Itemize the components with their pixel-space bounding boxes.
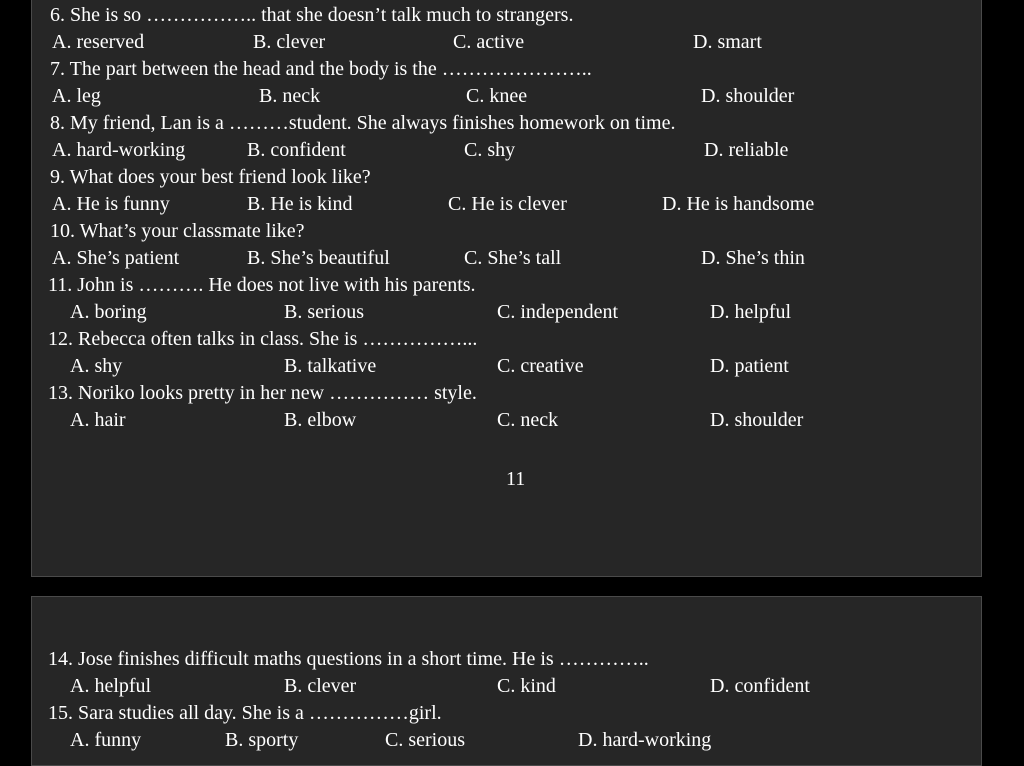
document-page-bottom [31, 596, 982, 766]
question-9-option-b: B. He is kind [247, 193, 353, 215]
question-6-stem: 6. She is so …………….. that she doesn’t talk much to strangers. [50, 4, 574, 26]
question-13-option-d: D. shoulder [710, 409, 804, 431]
question-14-option-a: A. helpful [70, 675, 152, 697]
question-7-option-d: D. shoulder [701, 85, 795, 107]
question-10-stem: 10. What’s your classmate like? [50, 220, 305, 242]
question-15-option-b: B. sporty [225, 729, 299, 751]
question-6-option-b: B. clever [253, 31, 326, 53]
question-11-option-b: B. serious [284, 301, 364, 323]
question-10-option-a: A. She’s patient [52, 247, 180, 269]
question-12-option-d: D. patient [710, 355, 789, 377]
question-7-option-b: B. neck [259, 85, 321, 107]
question-12-option-c: C. creative [497, 355, 584, 377]
question-11-option-d: D. helpful [710, 301, 792, 323]
question-12-option-a: A. shy [70, 355, 123, 377]
question-7-stem: 7. The part between the head and the body is the ………………….. [50, 58, 592, 80]
question-13-option-b: B. elbow [284, 409, 357, 431]
document-page-top [31, 0, 982, 577]
question-9-option-a: A. He is funny [52, 193, 170, 215]
question-6-option-d: D. smart [693, 31, 762, 53]
question-14-option-c: C. kind [497, 675, 556, 697]
question-11-option-a: A. boring [70, 301, 147, 323]
question-8-option-b: B. confident [247, 139, 346, 161]
question-15-stem: 15. Sara studies all day. She is a ……………girl. [48, 702, 442, 724]
question-6-option-c: C. active [453, 31, 525, 53]
question-14-stem: 14. Jose finishes difficult maths questions in a short time. He is ………….. [48, 648, 649, 670]
question-6-option-a: A. reserved [52, 31, 145, 53]
question-7-option-c: C. knee [466, 85, 528, 107]
question-11-option-c: C. independent [497, 301, 619, 323]
question-11-stem: 11. John is ………. He does not live with his parents. [48, 274, 476, 296]
question-8-option-c: C. shy [464, 139, 516, 161]
question-10-option-c: C. She’s tall [464, 247, 562, 269]
question-14-option-d: D. confident [710, 675, 810, 697]
question-8-option-a: A. hard-working [52, 139, 186, 161]
question-14-option-b: B. clever [284, 675, 357, 697]
question-7-option-a: A. leg [52, 85, 101, 107]
question-15-option-a: A. funny [70, 729, 142, 751]
question-15-option-c: C. serious [385, 729, 465, 751]
question-9-option-c: C. He is clever [448, 193, 567, 215]
question-15-option-d: D. hard-working [578, 729, 712, 751]
question-10-option-b: B. She’s beautiful [247, 247, 390, 269]
question-13-option-a: A. hair [70, 409, 126, 431]
question-12-stem: 12. Rebecca often talks in class. She is ……………... [48, 328, 478, 350]
question-9-option-d: D. He is handsome [662, 193, 815, 215]
question-13-stem: 13. Noriko looks pretty in her new …………… style. [48, 382, 477, 404]
question-8-stem: 8. My friend, Lan is a ………student. She always finishes homework on time. [50, 112, 676, 134]
question-9-stem: 9. What does your best friend look like? [50, 166, 371, 188]
question-12-option-b: B. talkative [284, 355, 377, 377]
question-8-option-d: D. reliable [704, 139, 789, 161]
page-number: 11 [506, 468, 526, 490]
question-13-option-c: C. neck [497, 409, 559, 431]
question-10-option-d: D. She’s thin [701, 247, 805, 269]
